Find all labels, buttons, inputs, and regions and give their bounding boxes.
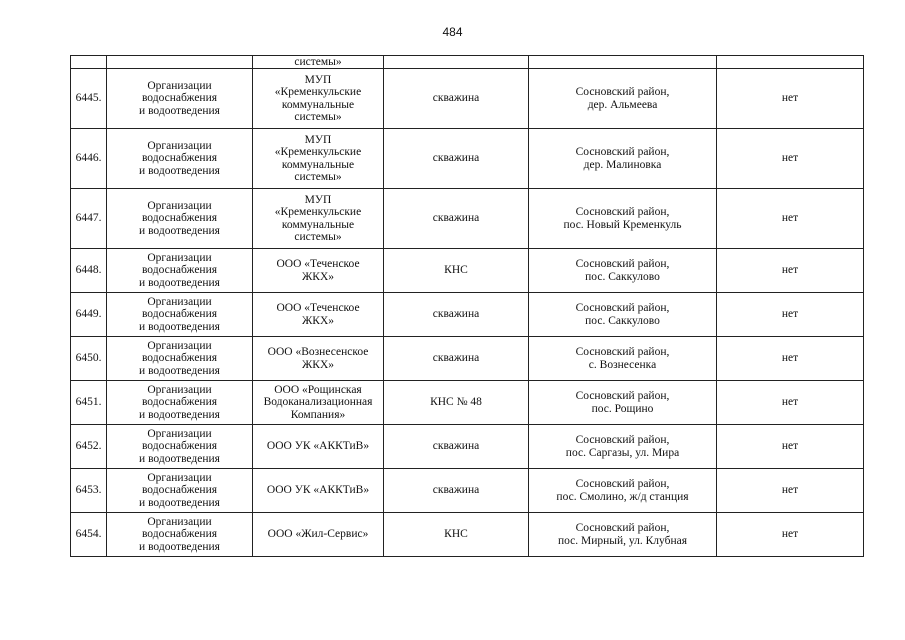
cell-location: Сосновский район, пос. Новый Кременкуль — [529, 189, 717, 249]
cell-object: скважина — [384, 293, 529, 337]
cell-category: Организации водоснабжения и водоотведения — [107, 69, 253, 129]
cell-location: Сосновский район, пос. Мирный, ул. Клубная — [529, 513, 717, 557]
table-row — [71, 425, 864, 469]
cell-org: ООО «Жил-Сервис» — [253, 513, 384, 557]
continuation-row — [71, 56, 864, 69]
cell-location: Сосновский район, пос. Саккулово — [529, 293, 717, 337]
cell-object: скважина — [384, 337, 529, 381]
cell-object: скважина — [384, 469, 529, 513]
table-row — [71, 469, 864, 513]
cell-object: КНС — [384, 513, 529, 557]
cell-flag: нет — [717, 513, 864, 557]
cell-org: системы» — [253, 56, 384, 69]
cell-category: Организации водоснабжения и водоотведения — [107, 425, 253, 469]
table-row — [71, 337, 864, 381]
cell-category: Организации водоснабжения и водоотведения — [107, 469, 253, 513]
table-row — [71, 189, 864, 249]
cell-object: скважина — [384, 69, 529, 129]
table-row — [71, 249, 864, 293]
cell-location: Сосновский район, дер. Малиновка — [529, 129, 717, 189]
cell-org: ООО «Теченское ЖКХ» — [253, 293, 384, 337]
cell-flag: нет — [717, 425, 864, 469]
page-number: 484 — [442, 25, 463, 39]
table-row — [71, 513, 864, 557]
cell-object: скважина — [384, 425, 529, 469]
cell-flag: нет — [717, 381, 864, 425]
cell-location: Сосновский район, пос. Рощино — [529, 381, 717, 425]
cell-category: Организации водоснабжения и водоотведения — [107, 293, 253, 337]
cell-num — [71, 56, 107, 69]
table-row — [71, 293, 864, 337]
cell-object: КНС № 48 — [384, 381, 529, 425]
cell-num: 6450. — [71, 337, 107, 381]
cell-category: Организации водоснабжения и водоотведения — [107, 337, 253, 381]
cell-category — [107, 56, 253, 69]
table-row — [71, 69, 864, 129]
cell-flag: нет — [717, 69, 864, 129]
cell-flag: нет — [717, 293, 864, 337]
cell-flag: нет — [717, 469, 864, 513]
cell-category: Организации водоснабжения и водоотведения — [107, 129, 253, 189]
cell-num: 6453. — [71, 469, 107, 513]
registry-body — [71, 56, 864, 557]
cell-num: 6452. — [71, 425, 107, 469]
cell-org: ООО «Вознесенское ЖКХ» — [253, 337, 384, 381]
cell-category: Организации водоснабжения и водоотведения — [107, 513, 253, 557]
cell-org: МУП «Кременкульские коммунальные системы» — [253, 129, 384, 189]
cell-org: ООО УК «АККТиВ» — [253, 425, 384, 469]
cell-location: Сосновский район, пос. Саккулово — [529, 249, 717, 293]
cell-object: КНС — [384, 249, 529, 293]
cell-location: Сосновский район, с. Вознесенка — [529, 337, 717, 381]
cell-category: Организации водоснабжения и водоотведения — [107, 249, 253, 293]
cell-num: 6449. — [71, 293, 107, 337]
table-row — [71, 381, 864, 425]
cell-num: 6446. — [71, 129, 107, 189]
cell-category: Организации водоснабжения и водоотведения — [107, 189, 253, 249]
cell-flag: нет — [717, 129, 864, 189]
cell-flag — [717, 56, 864, 69]
cell-num: 6451. — [71, 381, 107, 425]
cell-org: ООО УК «АККТиВ» — [253, 469, 384, 513]
cell-object: скважина — [384, 189, 529, 249]
cell-org: ООО «Рощинская Водоканализационная Компания» — [253, 381, 384, 425]
registry-table — [70, 55, 864, 557]
cell-org: МУП «Кременкульские коммунальные системы» — [253, 189, 384, 249]
cell-object: скважина — [384, 129, 529, 189]
cell-num: 6454. — [71, 513, 107, 557]
cell-location: Сосновский район, пос. Смолино, ж/д станция — [529, 469, 717, 513]
cell-location — [529, 56, 717, 69]
cell-location: Сосновский район, дер. Альмеева — [529, 69, 717, 129]
table-row — [71, 129, 864, 189]
cell-category: Организации водоснабжения и водоотведения — [107, 381, 253, 425]
cell-flag: нет — [717, 337, 864, 381]
cell-location: Сосновский район, пос. Саргазы, ул. Мира — [529, 425, 717, 469]
cell-num: 6447. — [71, 189, 107, 249]
cell-flag: нет — [717, 189, 864, 249]
cell-num: 6445. — [71, 69, 107, 129]
cell-org: МУП «Кременкульские коммунальные системы» — [253, 69, 384, 129]
cell-org: ООО «Теченское ЖКХ» — [253, 249, 384, 293]
cell-flag: нет — [717, 249, 864, 293]
cell-object — [384, 56, 529, 69]
cell-num: 6448. — [71, 249, 107, 293]
